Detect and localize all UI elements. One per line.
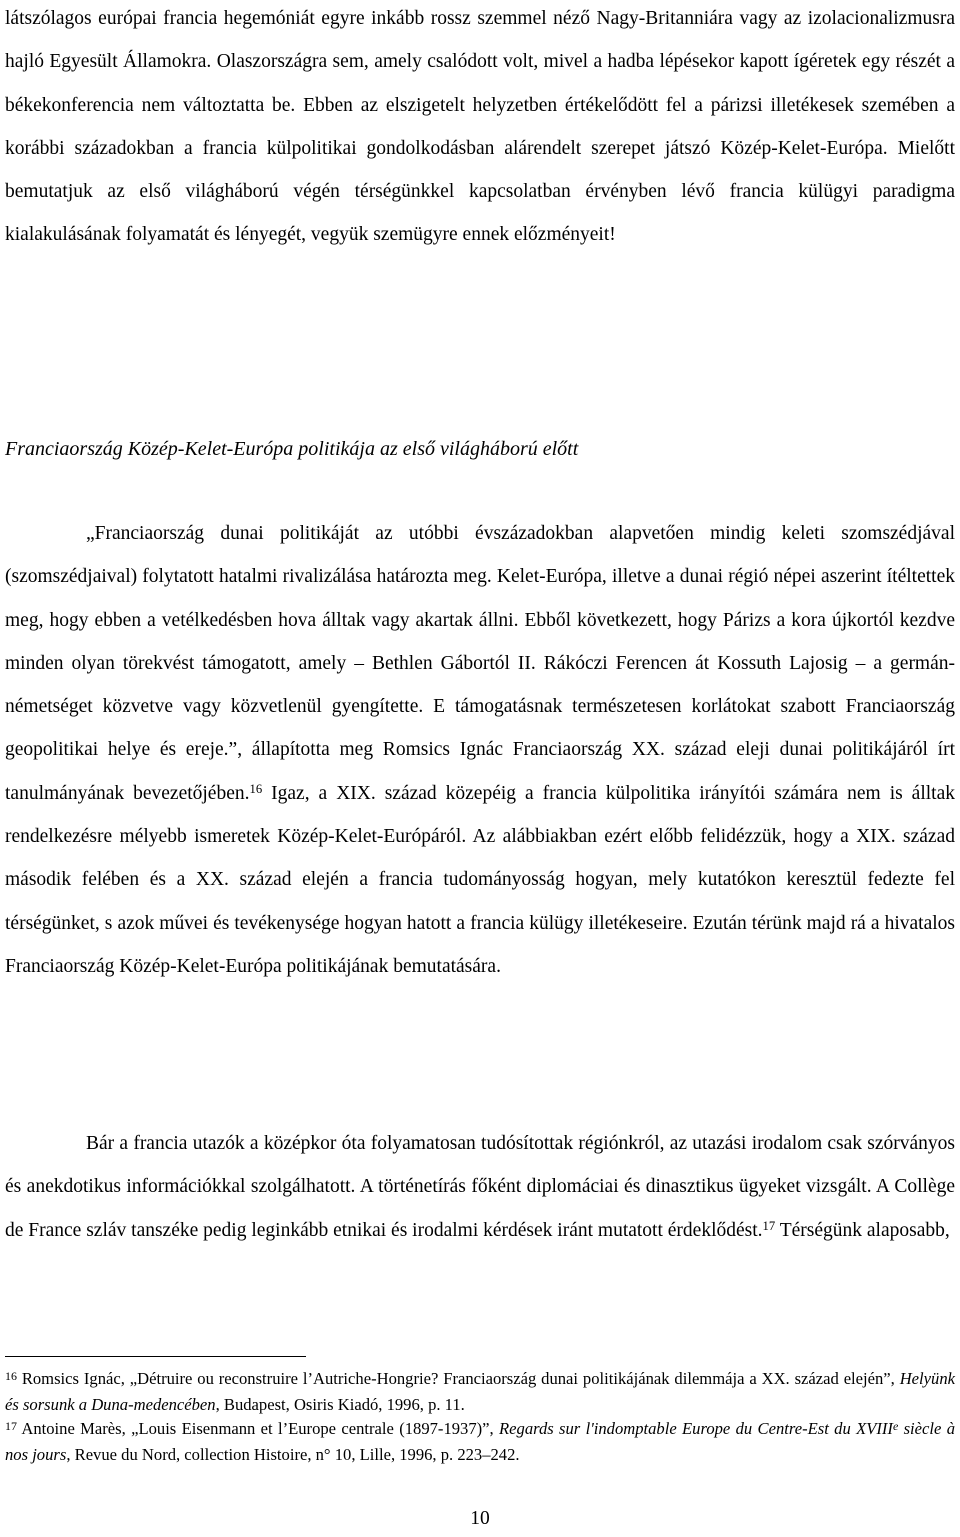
footnote-ref-16[interactable]: 16	[249, 781, 263, 796]
paragraph-2-text-b: Igaz, a XIX. század közepéig a francia külpolitika irányítói számára nem is álltak rendelkezésre mélyebb ismeretek Közép-Kelet-Európáról. Az alábbiakban ezért előbb felidézzük, hogy a XIX. század második felében és a XX. század elején a francia tudományosság hogyan, mely kutatókon keresztül fedezte fel térségünket, s azok művei és tevékenysége hogyan hatott a francia külügy illetékeseire. Ezután térünk majd rá a hivatalos Franciaország Közép-Kelet-Európa politikájának bemutatására.	[5, 782, 955, 977]
footnote-17-title-sup: e	[892, 1419, 899, 1433]
footnote-ref-17[interactable]: 17	[762, 1218, 776, 1233]
paragraph-3-text-a: Bár a francia utazók a középkor óta folyamatosan tudósítottak régiónkról, az utazási irodalom csak szórványos és anekdotikus információkkal szolgálhatott. A történetírás főként diplomáciai és dinasztikus ügyeket vizsgált. A Collège de France szláv tanszéke pedig leginkább etnikai és irodalmi kérdések iránt mutatott érdeklődést.	[5, 1133, 955, 1241]
footnote-17-title-a: Regards sur l'indomptable Europe du Centre-Est du XVIII	[499, 1419, 893, 1438]
page-number: 10	[470, 1508, 490, 1529]
footnote-17-number: 17	[5, 1419, 17, 1433]
paragraph-3-text-b: Térségünk alaposabb,	[775, 1219, 950, 1241]
paragraph-1	[5, 0, 955, 257]
footnote-17-text-a: Antoine Marès, „Louis Eisenmann et l’Europe centrale (1897-1937)”,	[16, 1419, 500, 1438]
footnote-16-number: 16	[5, 1369, 17, 1383]
footnote-separator	[5, 1356, 306, 1357]
footnote-17	[5, 1416, 955, 1467]
section-heading: Franciaország Közép-Kelet-Európa politikája az első világháború előtt	[5, 438, 579, 460]
paragraph-1-text: látszólagos európai francia hegemóniát egyre inkább rossz szemmel néző Nagy-Britanniára vagy az izolacionalizmusra hajló Egyesült Államokra. Olaszországra sem, amely csalódott volt, mivel a hadba lépésekor kapott ígéretek egy részét a békekonferencia nem változtatta be. Ebben az elszigetelt helyzetben értékelődött fel a párizsi illetékesek szemében a korábbi századokban a francia külpolitikai gondolkodásban alárendelt szerepet játszó Közép-Kelet-Európa. Mielőtt bemutatjuk az első világháború végén térségünkkel kapcsolatban érvényben lévő francia külügyi paradigma kialakulásának folyamatát és lényegét, vegyük szemügyre ennek előzményeit!	[5, 8, 955, 246]
footnote-16-text-c: , Budapest, Osiris Kiadó, 1996, p. 11.	[215, 1394, 465, 1414]
footnote-16-title: Helyünk és sorsunk a Duna-medencében	[5, 1369, 955, 1414]
paragraph-2	[5, 512, 955, 988]
paragraph-2-text-a: „Franciaország dunai politikáját az utóbbi évszázadokban alapvetően mindig keleti szomszédjával (szomszédjaival) folytatott hatalmi rivalizálása határozta meg. Kelet-Európa, illetve a dunai régió népei aszerint ítéltettek meg, hogy ebben a vetélkedésben hova álltak vagy akartak állni. Ebből következett, hogy Párizs a kora újkortól kezdve minden olyan törekvést támogatott, amely – Bethlen Gábortól II. Rákóczi Ferencen át Kossuth Lajosig – a germán-németséget közvetve vagy közvetlenül gyengítette. E támogatásnak természetesen korlátokat szabott Franciaország geopolitikai helye és ereje.”, állapította meg Romsics Ignác Franciaország XX. század eleji dunai politikájáról írt tanulmányának bevezetőjében.	[5, 523, 955, 804]
footnote-16	[5, 1366, 955, 1417]
footnote-16-text-a: Romsics Ignác, „Détruire ou reconstruire l’Autriche-Hongrie? Franciaország dunai politikájának dilemmája a XX. század elején”,	[16, 1369, 900, 1388]
footnote-17-text-d: , Revue du Nord, collection Histoire, n° 10, Lille, 1996, p. 223–242.	[66, 1444, 520, 1464]
paragraph-3	[5, 1122, 955, 1252]
footnote-17-title-c: siècle à nos jours	[5, 1419, 955, 1464]
